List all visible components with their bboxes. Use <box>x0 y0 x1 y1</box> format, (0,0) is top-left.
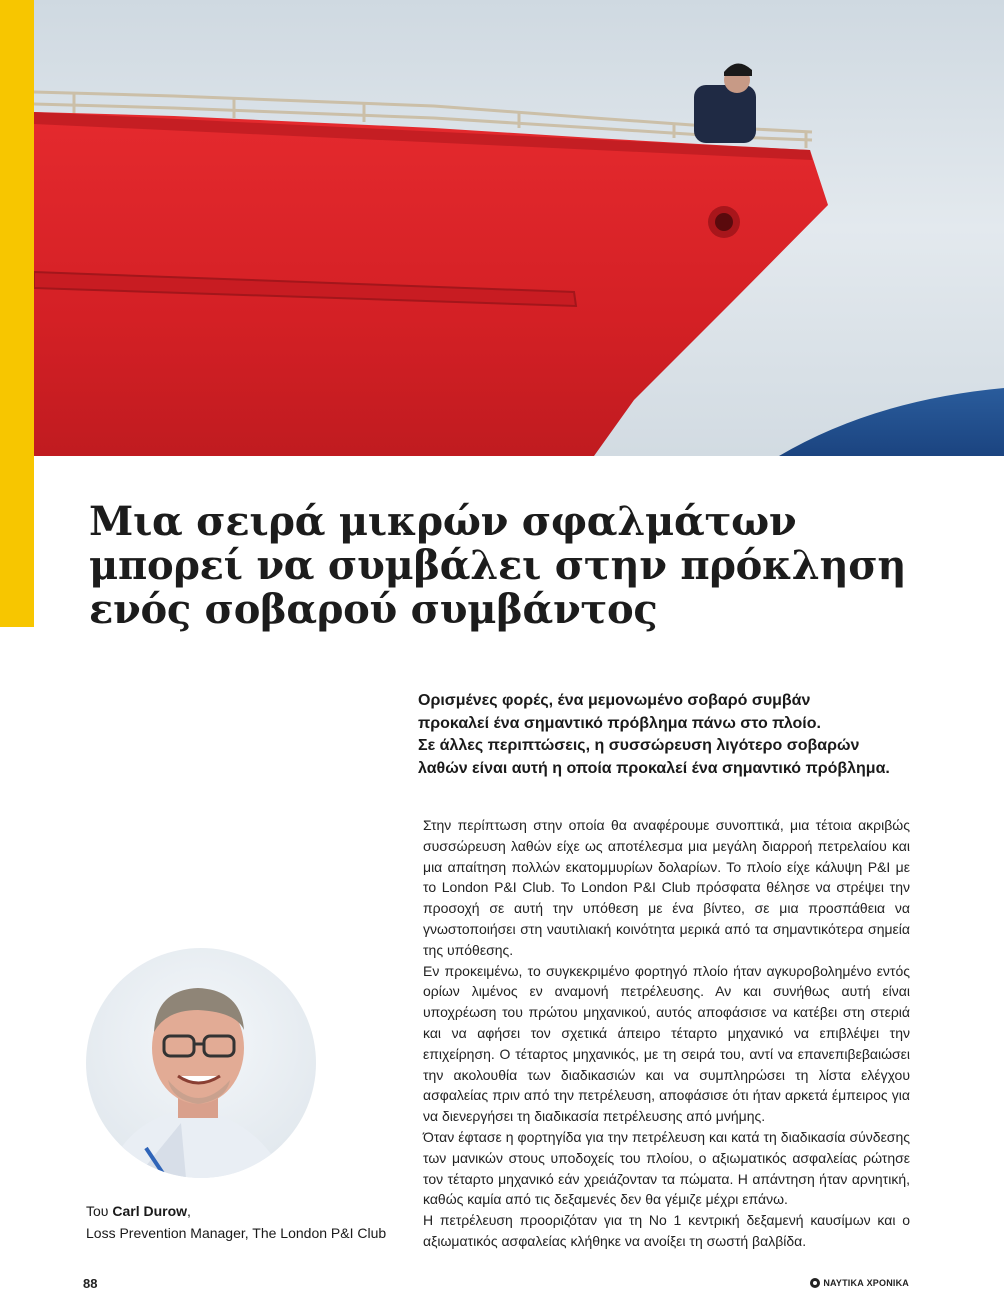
author-portrait <box>86 948 316 1178</box>
ship-bow-illustration <box>34 0 1004 456</box>
article-body <box>423 815 910 1252</box>
author-byline <box>86 1200 406 1244</box>
headline-line: ενός σοβαρού συμβάντος <box>89 586 658 633</box>
page-number: 88 <box>83 1276 98 1291</box>
article-headline <box>89 500 949 632</box>
lead-line: λαθών είναι αυτή η οποία προκαλεί ένα σημαντικό πρόβλημα. <box>418 759 890 777</box>
byline-prefix: Του <box>86 1203 113 1219</box>
body-paragraph: Όταν έφτασε η φορτηγίδα για την πετρέλευση και κατά τη διαδικασία σύνδεσης των μανικών στους υποδοχείς του πλοίου, ο αξιωματικός ασφαλείας ρώτησε τον τέταρτο μηχανικό εάν χρειάζονταν τα πώματα. Η απάντηση ήταν αρνητική, καθώς καμία από τις δεξαμενές δεν θα γέμιζε μέχρι επάνω. <box>423 1128 910 1208</box>
body-paragraph: Στην περίπτωση στην οποία θα αναφέρουμε συνοπτικά, μια τέτοια ακριβώς συσσώρευση λαθών είχε ως αποτέλεσμα μια μεγάλη διαρροή πετρελαίου και μια απαίτηση πολλών εκατομμυρίων δολαρίων. Το πλοίο είχε κάλυψη P&I με το London P&I Club. Το London P&I Club πρόσφατα θέλησε να στρέψει την προσοχή σε αυτή την υπόθεση με ένα βίντεο, σε μια προσπάθεια να γνωστοποιήσει στη ναυτιλιακή κοινότητα μερικά από τα σημαντικότερα σημεία της υπόθεσης. <box>423 817 910 958</box>
author-name-line <box>86 1200 406 1222</box>
lead-line: προκαλεί ένα σημαντικό πρόβλημα πάνω στο πλοίο. <box>418 714 821 732</box>
byline-suffix: , <box>187 1203 191 1219</box>
lead-paragraph <box>418 690 958 780</box>
author-name: Carl Durow <box>112 1203 188 1219</box>
headline-line: Μια σειρά μικρών σφαλμάτων <box>89 498 797 545</box>
author-role: Loss Prevention Manager, The London P&I Club <box>86 1225 387 1241</box>
body-paragraph: Εν προκειμένω, το συγκεκριμένο φορτηγό πλοίο ήταν αγκυροβολημένο εντός ορίων λιμένος εν αναμονή πετρέλευσης. Αν και συνήθως αυτή είναι υποχρέωση του πρώτου μηχανικού, αυτός αποφάσισε να κατέβει στη στεριά και να αφήσει τον σχετικά άπειρο τέταρτο μηχανικό να επιβλέψει την επιχείρηση. Ο τέταρτος μηχανικός, με τη σειρά του, αντί να επανεπιβεβαιώσει την ακολουθία των διαδικασιών και να συμπληρώσει τη λίστα ελέγχου ασφαλείας πριν από την πετρέλευση, αποφάσισε ότι ήταν αρκετά έμπειρος για να διενεργήσει τη διαδικασία πετρέλευσης από μνήμης. <box>423 962 910 1125</box>
lead-line: Σε άλλες περιπτώσεις, η συσσώρευση λιγότερο σοβαρών <box>418 737 860 754</box>
headline-line: μπορεί να συμβάλει στην πρόκληση <box>89 542 907 589</box>
author-photo <box>86 948 316 1178</box>
accent-bar <box>0 0 34 627</box>
hero-photo <box>34 0 1004 456</box>
publication-mark <box>810 1278 909 1288</box>
body-paragraph: Η πετρέλευση προοριζόταν για τη No 1 κεντρική δεξαμενή καυσίμων και ο αξιωματικός ασφαλείας κλήθηκε να ανοίξει τη σωστή βαλβίδα. <box>423 1212 910 1249</box>
publication-name: ΝΑΥΤΙΚΑ ΧΡΟΝΙΚΑ <box>823 1278 909 1288</box>
lead-line: Ορισμένες φορές, ένα μεμονωμένο σοβαρό συμβάν <box>418 692 811 709</box>
publication-logo-icon <box>810 1278 820 1288</box>
